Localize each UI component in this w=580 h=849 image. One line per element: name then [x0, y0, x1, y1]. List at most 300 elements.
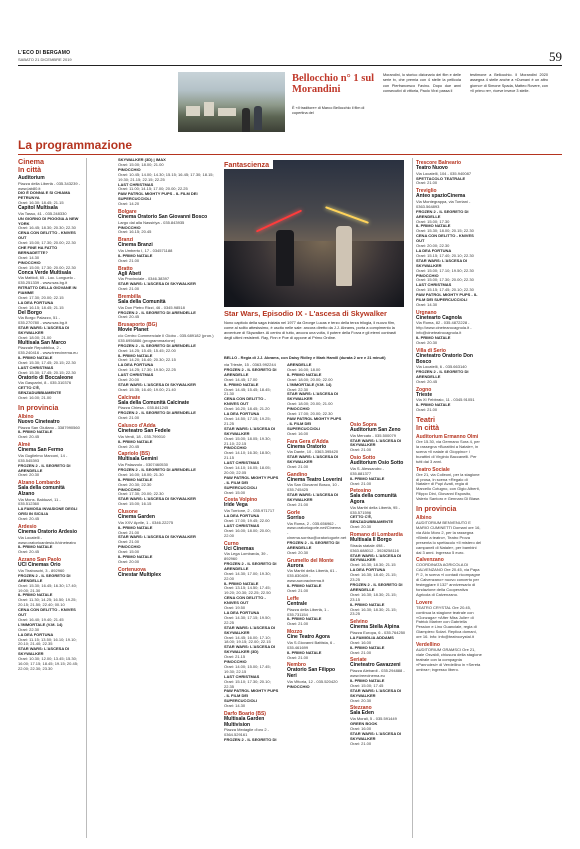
showtimes: Orari: 17.30; 20.00; 22.15	[18, 294, 64, 300]
venue-address: Via S.Giovanni Battista, 6 - 035.461699	[287, 639, 335, 650]
showtimes: Orari: 22.30	[287, 386, 309, 392]
venue-entry	[118, 322, 218, 353]
genre-label: Fantascienza	[224, 160, 273, 169]
film-title: FROZEN 2 - IL SEGRETO DI ARENDELLE	[118, 342, 196, 348]
venue-town: Grumello del Monte	[287, 557, 334, 564]
venue-name: Iride Vega	[224, 502, 248, 509]
film-title: LA FAMIGLIA ADDAMS	[350, 634, 394, 640]
film-title: FROZEN 2 - IL SEGRETO DI ARENDELLE	[350, 582, 403, 592]
showtimes: Orari: 15.00; 17.10; 19.50; 22.30	[416, 267, 474, 273]
showtimes: Orari: 15.15; 17.40; 20.10; 22.30	[416, 252, 474, 258]
showtimes: Orari: 15.00; 18.05; 19.30; 21.10; 22.15	[224, 435, 271, 446]
showtimes: Orari: 21.00	[287, 621, 309, 627]
venue-town: Fara Gera d'Adda	[287, 438, 329, 445]
venue-address: Piazza San Giuliano - 3387990560	[18, 424, 80, 430]
venue-name: Auditorium	[18, 175, 45, 181]
venue-entry	[416, 160, 482, 186]
venue-entry	[287, 472, 343, 508]
venue-town: Bratto	[118, 265, 133, 272]
venue-address: Via Locatelli, 6 - 035.663140	[416, 364, 467, 370]
column-divider	[86, 158, 87, 838]
listing-column-1	[18, 158, 82, 672]
venue-entry	[118, 423, 218, 449]
venue-name: Cineteatro San Fedele	[118, 428, 171, 435]
film-title: IL PRIMO NATALE	[350, 644, 385, 650]
venue-entry	[416, 293, 482, 308]
venue-name: Multisala San Marco	[18, 339, 67, 346]
venue-address: Piazza della Libertà, 1 - 035.731154	[287, 606, 329, 617]
film-title: PAW PATROL MIGHTY PUPS - IL FILM DEI SUPERCUCCIOLI	[224, 474, 279, 490]
venue-entry	[118, 237, 218, 263]
showtimes: Orari: 16.00; 18.00; 20.00; 22.00	[224, 527, 271, 538]
showtimes: Orari: 20.30	[350, 524, 372, 530]
film-title: LA DEA FORTUNA	[224, 609, 260, 615]
issue-date: SABATO 21 DICEMBRE 2019	[18, 57, 72, 62]
showtimes: Orari: 20.45	[416, 378, 438, 384]
venue-entry	[287, 417, 343, 437]
venue-name: Auditorium San Zeno	[350, 427, 401, 433]
venue-town: Branzi	[118, 237, 134, 244]
film-title: PINOCCHIO	[118, 486, 141, 492]
showtimes: Orari: 20.00	[118, 377, 140, 383]
listing-column-6	[416, 158, 482, 673]
venue-address: Strada statale 498 - 0363.688012 - 3928258116	[350, 542, 399, 553]
film-title: FROZEN 2 - IL SEGRETO DI ARENDELLE	[224, 366, 277, 377]
showtimes: Orari: 20.30	[416, 340, 438, 346]
venue-entry	[287, 439, 343, 470]
venue-town: Bolgare	[118, 209, 137, 216]
showtimes: Orari: 20.45	[18, 434, 40, 440]
showtimes: Orari: 21.00	[118, 539, 140, 545]
venue-town: Trescore Balneario	[416, 160, 462, 166]
showtimes: Orari: 10.30; 12.00; 13.45; 15.30; 16.00; 17.15; 18.45; 19.15; 20.45; 22.00; 22.30; 23.30	[18, 656, 79, 671]
showtimes: Orari: 21.00	[287, 463, 309, 469]
film-title: IL PRIMO NATALE	[18, 355, 53, 361]
film-title: STAR WARS: L'ASCESA DI SKYWALKER	[224, 624, 276, 635]
venue-town: Ardesio	[18, 524, 37, 531]
film-title: LA DEA FORTUNA	[118, 362, 154, 368]
showtimes: Orari: 21.00	[118, 286, 140, 292]
showtimes: Orari: 20.30; 22.30	[118, 481, 152, 487]
venue-name: Cinema Teatro Loverini	[287, 476, 343, 483]
film-title: STAR WARS: L'ASCESA DI SKYWALKER	[224, 425, 276, 436]
venue-address: Via S. Alessandro - 035.881377	[350, 465, 384, 476]
showtimes: Orari: 15.30; 17.45; 20.15; 22.30	[18, 369, 76, 375]
venue-name: Nuovo Cineteatro	[18, 418, 60, 425]
film-title: IL PRIMO NATALE	[118, 252, 153, 258]
showtimes: Orari: 14.25; 17.30; 19.50; 22.25	[118, 367, 176, 373]
poster-figure-dark	[276, 230, 294, 286]
listing-column-2	[118, 158, 218, 579]
film-title: IL PRIMO NATALE	[350, 475, 385, 481]
film-title: IL PRIMO NATALE	[350, 601, 385, 607]
venue-name: Cinetearto Cagnola	[416, 314, 462, 321]
venue-entry	[224, 582, 280, 597]
venue-entry	[18, 414, 82, 440]
theatre-province-list	[416, 515, 482, 673]
showtimes: Orari: 16.15; 20.45	[118, 229, 152, 235]
showtimes: Orari: 20.30	[287, 549, 309, 555]
showtimes: Orari: 14.45; 17.00	[224, 376, 258, 382]
showtimes: Orari: 14.30	[18, 254, 40, 260]
venue-town: Selvino	[350, 619, 368, 626]
showtimes: Orari: 15.15; 17.45; 20.10; 22.30	[416, 287, 474, 293]
venue-entry	[350, 488, 406, 530]
showtimes: Orari: 20.30	[350, 697, 372, 703]
venue-entry	[18, 480, 82, 522]
venue-town: Villa di Serio	[416, 347, 446, 354]
showtimes: Orari: 14.30; 17.00; 19.30; 22.00	[224, 570, 271, 581]
venue-address: Via Tasso, 41 - 035.248330	[18, 210, 67, 216]
venue-name: Cinema Garden	[118, 514, 155, 521]
film-title: IL PRIMO NATALE	[118, 524, 153, 530]
showtimes: Orari: 16.00; 18.00	[287, 366, 321, 372]
venue-entry	[224, 524, 280, 539]
showtimes: Orari: 18.00; 20.00; 21.00	[287, 401, 333, 407]
film-title: LA DEA FORTUNA	[224, 411, 260, 417]
venue-address: Via Borgo Palazzo, 51 - 035.270780 - www.sas.bg.it	[18, 315, 68, 326]
venue-entry	[18, 633, 82, 648]
venue-town: Petosino	[350, 488, 372, 495]
listing-column-4	[287, 362, 347, 689]
venue-name: Trieste	[416, 391, 433, 398]
venue-entry	[18, 271, 82, 301]
film-title: FROZEN 2 - IL SEGRETO DI	[224, 737, 277, 743]
feature-lead: È «Il traditore» di Marco Bellocchio il film di copertina del	[292, 106, 365, 116]
venue-name: Cinema Oratorio Ardesio	[18, 529, 77, 536]
venue-address: Piazza Medaglie d'oro 2 - 0364.529161	[224, 727, 270, 738]
venue-entry	[224, 427, 280, 447]
venue-address: Piazzale Repubblica, 2 - 035.240416 - www.treecinema.eu	[18, 345, 78, 356]
venue-name: Aurora	[287, 562, 304, 569]
film-title: RITRATTO DELLA GIOVANE IN FIAMME	[18, 285, 77, 295]
venue-name: Oratorio San Filippo Neri	[287, 667, 336, 680]
category-subtitle: In città	[18, 165, 42, 174]
venue-name: Multisala Il Borgo	[350, 537, 392, 544]
venue-address: Piazza Alebardi - 035.294888 - www.treecinema.eu	[350, 668, 405, 678]
section-title: La programmazione	[18, 138, 133, 152]
venue-address: Via Roma, 2 - 035.656962 - www.oratoriogorle.net/Cinema - cinema.sorriso@oratoriogorle.net	[287, 520, 347, 541]
showtimes: Orari: 15.00	[118, 549, 140, 555]
theatre-description: Ore 15.30, via Germano Sora 4, per la rassegna «Burattini a Natale», in scena «Il natale di Gioppino» i burattini di Virginio Baccanelli. Per tutti dai 3 anni.	[416, 439, 480, 464]
film-title: LAST CHRISTMAS	[18, 364, 54, 370]
venue-town: Clusone	[118, 509, 138, 516]
venue-entry	[18, 608, 82, 623]
photo-person	[242, 108, 250, 132]
showtimes: Orari: 21.15	[224, 654, 246, 660]
feature-title: Bellocchio n° 1 sul Morandini	[292, 73, 375, 95]
venue-entry	[224, 711, 280, 743]
showtimes: Orari: 15.10; 17.30; 20.10; 22.35	[224, 678, 271, 689]
venue-town: Albino	[18, 413, 34, 420]
venue-entry	[118, 555, 218, 565]
venue-town: Brembilla	[118, 294, 141, 300]
film-title: PINOCCHIO	[224, 445, 247, 451]
venue-address: Via XXV Aprile, 1 - 0346.22275	[118, 519, 174, 525]
theatre-name: Calvenzano	[416, 557, 444, 564]
theatre-description: AUDITORIUM BENVENUTO E MARIO CUMINETTI Domani ore 16, via Aldo Moro 2, per la rassegna «Bimbi a teatro», Teatro Prova presenta lo spettacolo «Il mistero del campanell di Natale», per bambini dai 3 anni. Ingresso 5 euro.	[416, 520, 482, 555]
film-title: STAR WARS: L'ASCESA DI SKYWALKER (3D)	[224, 644, 276, 655]
venue-entry	[287, 662, 343, 689]
film-title: DIO È DONNA E SI CHIAMA PETRUNYA	[18, 190, 71, 201]
film-title: IL PRIMO NATALE	[416, 402, 451, 408]
venue-town: Calcinate	[118, 394, 141, 401]
venue-name: Sala Eden	[350, 710, 374, 717]
showtimes: Orari: 14.20	[118, 201, 140, 207]
venue-entry	[287, 558, 343, 594]
venue-entry	[224, 541, 280, 582]
theatre-subtitle: In città	[416, 423, 440, 433]
showtimes: Orari: 16.15; 18.45; 21.15	[18, 304, 64, 310]
venue-name: Sala della comunità Agora	[350, 493, 397, 506]
showtimes: Orari: 21.00	[350, 447, 372, 453]
showtimes: Orari: 15.00; 16.15	[118, 501, 152, 507]
theatre-name: Auditorium Ermanno Olmi	[416, 434, 479, 441]
film-title: PINOCCHIO	[287, 406, 310, 412]
showtimes: Orari: 16.00	[350, 725, 372, 731]
venue-address: Largo dal alla Nassiriya - 035.843935	[118, 219, 185, 225]
showtimes: Orari: 18.00; 20.00; 22.00	[287, 376, 333, 382]
venue-name: Multisala Garden Multivision	[224, 716, 265, 728]
photo-building	[204, 102, 214, 116]
venue-name: Movie Planet	[118, 327, 149, 334]
showtimes: Orari: 21.00	[350, 740, 372, 746]
feature-column-1: Morandini, lo storico dizionario dei film e delle serie tv, che premia con 4 stelle la pellicola con Pierfrancesco Favino. Dopo due anni consecutivi di vittoria, Paolo Virzì passa il	[383, 73, 461, 93]
venue-entry	[18, 593, 82, 608]
showtimes: Orari: 15.00; 18.00; 21.00	[118, 161, 164, 167]
theatre-name: Teatro Sociale	[416, 466, 450, 473]
showtimes: Orari: 20.30	[18, 472, 40, 478]
venue-address: Via Lega Lombarda, 39 - 892960	[224, 551, 268, 561]
film-title: IL PRIMO NATALE	[287, 371, 322, 377]
film-title: LA DEA FORTUNA	[224, 512, 260, 518]
film-title: IL PRIMO NATALE	[118, 438, 153, 444]
film-title: LAST CHRISTMAS	[118, 181, 154, 187]
movie-plot: Nono capitolo della saga iniziata nel 1977 da George Lucas e terzo della terza trilogia, il nuovo film, come al solito attesissimo, è uscito nelle sale: ancora diretto da J.J. Abrams, porta a compimento la avventure di Skywalker. Al centro di tutto, ancora una volta, il potere della Forza e gli eterni contrasti degli ultimi resistenti. Ray, Finn e Poe di oppone al Primo Ordine.	[224, 320, 396, 340]
film-title: IL PRIMO NATALE	[287, 583, 322, 589]
showtimes: Orari: 20.45	[118, 314, 140, 320]
venue-entry	[350, 583, 406, 603]
film-title: IL PRIMO NATALE	[118, 476, 153, 482]
venue-entry	[416, 259, 482, 274]
film-title: STAR WARS: L'ASCESA DI SKYWALKER	[287, 492, 339, 503]
venue-address: Via Guglielmo Marconi, 14 - 035.545393	[18, 452, 68, 463]
venue-name: UCI Cinemas Orio	[18, 562, 61, 569]
venue-entry	[224, 689, 280, 709]
venue-address: Via Martiri della Libertà, 61 - 035.830409 - www.auroracinema.it	[287, 568, 337, 584]
city-venues	[18, 176, 82, 401]
listing-column-5	[350, 420, 406, 746]
film-title: CENA CON DELITTO - KNIVES OUT	[224, 595, 266, 606]
film-title: IL PRIMO NATALE	[416, 335, 451, 341]
venue-town: Stezzano	[350, 705, 372, 712]
film-title: IL PRIMO NATALE	[224, 580, 259, 586]
theatre-title: Teatri	[416, 415, 436, 425]
film-title: LA DEA FORTUNA	[18, 299, 54, 305]
showtimes: Orari: 21.00	[350, 649, 372, 655]
venue-entry	[350, 705, 406, 731]
venue-name: Cineteatro Gavazzeni	[350, 662, 401, 669]
province-venues	[18, 414, 82, 672]
showtimes: Orari: 10.45; 14.00; 14.30; 15.15; 16.45; 17.30; 18.15; 19.30; 21.15; 22.15; 22.25	[118, 171, 214, 182]
venue-entry	[287, 596, 343, 627]
venue-address: Via Umberto I, 17 - 034571188	[118, 247, 173, 253]
venue-entry	[118, 168, 218, 183]
venue-name: Cinestar Multiplex	[118, 571, 162, 578]
film-title: STAR WARS: L'ASCESA DI SKYWALKER	[350, 552, 402, 563]
venue-entry	[18, 341, 82, 366]
film-title: PAW PATROL MIGHTY PUPS - IL FILM DEI SUPERCUCCIOLI	[287, 415, 342, 431]
film-title: LAST CHRISTMAS	[224, 673, 260, 679]
film-title: PINOCCHIO	[118, 224, 141, 230]
venue-list	[224, 363, 280, 743]
film-title: IL PRIMO NATALE	[416, 223, 451, 229]
showtimes: Orari: 16.45; 18.30; 20.30; 22.30	[18, 225, 76, 231]
film-title: FROZEN 2 - IL SEGRETO DI ARENDELLE	[18, 462, 71, 473]
showtimes: Orari: 11.00; 14.15; 17.00; 20.00; 22.25	[118, 186, 188, 192]
venue-entry	[350, 657, 406, 688]
venue-town: Mozzo	[287, 629, 303, 636]
film-title: PAW PATROL MIGHTY PUPS - IL FILM DEI SUPERCUCCIOLI	[118, 191, 198, 202]
film-title: CHE FINE HA FATTO BERNADETTE?	[18, 245, 58, 255]
showtimes: Orari: 21.00	[118, 257, 140, 263]
venue-town: Almè	[18, 442, 31, 449]
film-title: CENA CON DELITTO - KNIVES OUT	[416, 233, 474, 244]
film-title: LAST CHRISTMAS	[224, 522, 260, 528]
venue-list	[287, 362, 347, 689]
venue-entry	[416, 234, 482, 249]
venue-entry	[18, 647, 82, 672]
showtimes: Orari: 21.00	[416, 180, 438, 186]
venue-list	[118, 158, 218, 579]
venue-address: Via Locatelli - www.oratorioardesio.it/cineteatro	[18, 534, 77, 545]
venue-town: Osio Sotto	[350, 455, 376, 462]
film-title: GREEN BOOK	[350, 720, 378, 726]
venue-entry	[287, 509, 347, 556]
showtimes: Orari: 15.00; 17.30	[416, 218, 450, 224]
venue-entry	[18, 557, 82, 593]
venue-entry	[118, 294, 218, 320]
theatre-description: Ore 21, via Colleoni, per la stagione di prosa, in scena «Regalo di Natale» di Pupi Avati, regia di Marcello Cotugno, con Gigio Alberti, Filippo Dini, Giovanni Esposito, Valerio Santoro e Gennaro Di Biase.	[416, 471, 481, 502]
newspaper-name: L'ECO DI BERGAMO	[18, 50, 71, 56]
film-title: STAR WARS: L'ASCESA DI SKYWALKER	[287, 391, 339, 402]
venue-entry	[118, 192, 218, 207]
showtimes: Orari: 21.00	[287, 588, 309, 594]
venue-town: Azzano San Paolo	[18, 557, 62, 564]
film-title: FROZEN 2 - IL SEGRETO DI ARENDELLE	[118, 466, 196, 472]
venue-entry	[416, 387, 482, 413]
venue-address: Via Provinciale - 0346.38397	[118, 276, 170, 282]
venue-name: Cinema Oratorio San Giovanni Bosco	[118, 214, 208, 221]
venue-entry	[118, 509, 218, 535]
theatre-description: TEATRO CRYSTAL Ore 20.45, continua la stagione teatrale con «Gonzaga» «After Miss Julie» di Patrick Marber con Gabriella Pession e Lino Guanciale, regia di Giampiero Solari. Replica domani, ore 16. Info: info@teatrocrystal.it	[416, 604, 477, 640]
showtimes: Orari: 11.30; 14.25; 16.50; 19.25; 20.15; 21.50; 22.40; 00.10	[18, 597, 77, 608]
film-title: IL PRIMO NATALE	[118, 554, 153, 560]
venue-town: Leffe	[287, 596, 299, 602]
showtimes: Orari: 14.30; 17.15; 19.50; 22.25	[224, 614, 271, 625]
star-wars-poster	[224, 160, 404, 307]
photo-person	[254, 106, 262, 130]
venue-entry	[224, 645, 280, 660]
venue-address: Via Verdi, 18 - 035.799010	[118, 433, 166, 439]
venue-entry	[18, 206, 82, 231]
showtimes: Orari: 15.30; 16.45; 16.30; 17.40; 19.00; 21.30	[18, 582, 77, 593]
film-title: LA DEA FORTUNA	[18, 631, 54, 637]
venue-entry	[224, 660, 280, 675]
film-title: IL PRIMO NATALE	[224, 381, 259, 387]
film-title: SKYWALKER (3D) | IMAX	[118, 157, 166, 162]
venue-entry	[18, 376, 82, 401]
showtimes: Orari: 15.00; 17.30; 20.00; 22.30	[18, 264, 76, 270]
venue-entry	[350, 568, 406, 583]
showtimes: Orari: 20.00; 22.30	[416, 243, 450, 249]
film-title: IL PRIMO NATALE	[18, 429, 53, 435]
showtimes: Orari: 15.00; 17.30; 20.00; 22.30	[416, 277, 474, 283]
film-title: STAR WARS: L'ASCESA DI SKYWALKER	[350, 730, 402, 741]
showtimes: Orari: 14.30	[416, 301, 438, 307]
venue-entry	[18, 231, 82, 246]
showtimes: Orari: 14.50; 17.15; 19.25; 21.25	[224, 415, 271, 426]
showtimes: Orari: 11.15; 13.50; 16.10; 19.10; 20.10; 21.40; 22.35	[18, 636, 77, 647]
venue-address: Via Tiraboschi, 3 - 892960	[18, 567, 65, 573]
venue-address: Piazza della Libertà - 035.343239 - www.lab80.it	[18, 180, 81, 191]
venue-town: Alzano Lombardo	[18, 480, 61, 487]
venue-name: Multisala Gemini	[118, 456, 158, 463]
showtimes: Orari: 16.00	[350, 639, 372, 645]
venue-list	[350, 422, 406, 746]
showtimes: Orari: 16.30; 18.40; 21.15; 23.25	[350, 572, 397, 583]
film-title: CETTO C'È, SENZADUBBIAMENTE	[18, 385, 62, 396]
venue-name: Del Borgo	[18, 309, 42, 316]
showtimes: Orari: 20.00	[118, 559, 140, 564]
page-number: 59	[549, 49, 562, 64]
film-title: PINOCCHIO	[287, 683, 310, 689]
theatre-list	[416, 434, 482, 502]
showtimes: Orari: 15.00	[224, 489, 246, 495]
showtimes: Orari: 17.00; 19.45; 22.00	[224, 517, 270, 523]
section-rule	[18, 154, 562, 155]
poster-figure-light	[336, 226, 352, 286]
showtimes: Orari: 20.45	[118, 443, 140, 449]
venue-town: Calusco d'Adda	[118, 423, 156, 430]
showtimes: Orari: 16.30; 18.30; 21.15; 23.25	[350, 606, 397, 617]
venue-entry	[118, 451, 218, 477]
film-title: UN GIORNO DI PIOGGIA A NEW YORK	[18, 215, 79, 226]
venue-name: Conca Verde Multisala	[18, 269, 72, 276]
film-title: CENA CON DELITTO - KNIVES OUT	[18, 607, 76, 618]
venue-town: Zogno	[416, 386, 432, 393]
venue-town: Gorle	[287, 509, 301, 516]
showtimes: Orari: 16.00; 18.00; 21.30	[118, 471, 164, 477]
venue-name: Auditorium Osio Sotto	[350, 460, 404, 467]
film-title: IL PRIMO NATALE	[287, 649, 322, 655]
theatre-description: AUDITORIUM GRAMSCI Ore 21, viale Osvaldi, chiusura della stagione teatrale con la compagnia «Pannolesi» di Verdellino in «Sereta ombra»; ingresso libero.	[416, 647, 482, 672]
film-title: PINOCCHIO	[18, 259, 41, 265]
film-title: IL PRIMO NATALE	[118, 352, 153, 358]
venue-list	[416, 160, 482, 413]
showtimes: Orari: 18.00; 21.00	[18, 334, 52, 340]
venue-entry	[287, 392, 343, 407]
venue-address: Via Martiri della Libertà, 95 - 035.571596	[350, 504, 400, 515]
film-title: FROZEN 2 - IL SEGRETO DI ARENDELLE	[416, 208, 469, 219]
venue-name: Oratorio di Boccaleone	[18, 374, 74, 381]
venue-address: Piazza Chiesa - 035.841245	[118, 405, 169, 411]
venue-entry	[224, 596, 280, 611]
venue-name: Uci Cinemas	[224, 545, 255, 552]
category-title: Cinema	[18, 157, 44, 166]
showtimes: Orari: 19.50	[224, 605, 246, 611]
venue-name: Cineteatro Oratorio Don Bosco	[416, 352, 473, 365]
